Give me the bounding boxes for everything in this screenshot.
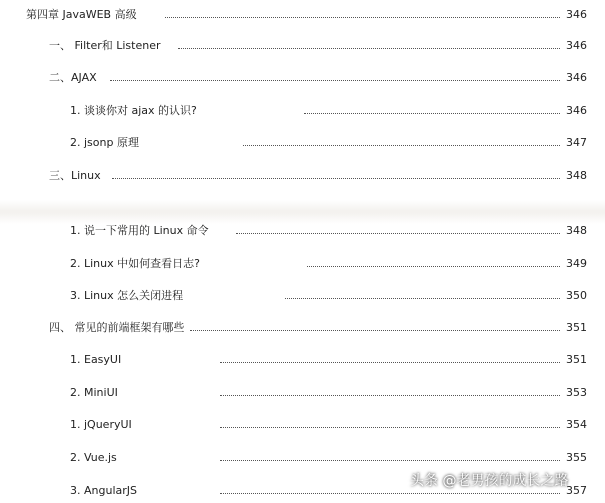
toc-page-number: 348 xyxy=(566,169,587,182)
toc-entry-text: 3. AngularJS xyxy=(70,484,137,497)
dot-leader xyxy=(236,233,560,234)
toc-page-number: 355 xyxy=(566,451,587,464)
toc-entry-text: 2. Linux 中如何查看日志? xyxy=(70,257,200,270)
toc-page-number: 357 xyxy=(566,484,587,497)
toc-entry-text: 二、AJAX xyxy=(49,71,97,84)
toc-entry-text: 三、Linux xyxy=(49,169,101,182)
dot-leader xyxy=(220,395,560,396)
toc-entry-text: 1. 谈谈你对 ajax 的认识? xyxy=(70,104,197,117)
toc-entry-text: 3. Linux 怎么关闭进程 xyxy=(70,289,184,302)
toc-page-number: 349 xyxy=(566,257,587,270)
toc-page-number: 346 xyxy=(566,104,587,117)
toc-entry-ajax-understanding[interactable] xyxy=(0,102,605,120)
toc-entry-text: 1. jQueryUI xyxy=(70,418,132,431)
watermark xyxy=(410,466,605,503)
toc-entry-text: 1. EasyUI xyxy=(70,353,122,366)
toc-entry-easyui[interactable] xyxy=(0,351,605,369)
page-break-band xyxy=(0,200,605,224)
dot-leader xyxy=(220,362,560,363)
toc-entry-text: 1. 说一下常用的 Linux 命令 xyxy=(70,224,209,237)
toc-entry-linux-logs[interactable] xyxy=(0,255,605,273)
toc-page-number: 347 xyxy=(566,136,587,149)
toc-page-number: 353 xyxy=(566,386,587,399)
toc-entry-text: 2. jsonp 原理 xyxy=(70,136,139,149)
dot-leader xyxy=(112,178,560,179)
toc-page-number: 346 xyxy=(566,8,587,21)
dot-leader xyxy=(307,266,560,267)
toc-page-number: 351 xyxy=(566,353,587,366)
toc-entry-text: 2. Vue.js xyxy=(70,451,117,464)
watermark-text: 头条 @老男孩的成长之路 xyxy=(410,473,569,489)
toc-page-number: 350 xyxy=(566,289,587,302)
toc-entry-linux-kill-process[interactable] xyxy=(0,287,605,305)
toc-page-number: 348 xyxy=(566,224,587,237)
dot-leader xyxy=(165,17,560,18)
toc-entry-jqueryui[interactable] xyxy=(0,416,605,434)
toc-page-number: 346 xyxy=(566,71,587,84)
toc-entry-text: 一、 Filter和 Listener xyxy=(49,39,161,52)
dot-leader xyxy=(220,427,560,428)
toc-entry-frontend-frameworks[interactable] xyxy=(0,319,605,337)
dot-leader xyxy=(220,460,560,461)
toc-entry-ajax[interactable] xyxy=(0,69,605,87)
toc-entry-linux-commands[interactable] xyxy=(0,222,605,240)
dot-leader xyxy=(110,80,560,81)
toc-entry-jsonp[interactable] xyxy=(0,134,605,152)
toc-entry-text: 2. MiniUI xyxy=(70,386,118,399)
toc-page-number: 354 xyxy=(566,418,587,431)
toc-entry-chapter-4[interactable] xyxy=(0,6,605,24)
dot-leader xyxy=(243,145,560,146)
dot-leader xyxy=(190,330,560,331)
toc-page-number: 346 xyxy=(566,39,587,52)
toc-entry-vuejs[interactable] xyxy=(0,449,605,467)
toc-page-number: 351 xyxy=(566,321,587,334)
toc-entry-text: 四、 常见的前端框架有哪些 xyxy=(49,321,185,334)
toc-entry-filter-listener[interactable] xyxy=(0,37,605,55)
dot-leader xyxy=(285,298,560,299)
toc-entry-linux[interactable] xyxy=(0,167,605,185)
dot-leader xyxy=(178,48,560,49)
toc-entry-miniui[interactable] xyxy=(0,384,605,402)
dot-leader xyxy=(304,113,560,114)
toc-entry-text: 第四章 JavaWEB 高级 xyxy=(26,8,137,21)
